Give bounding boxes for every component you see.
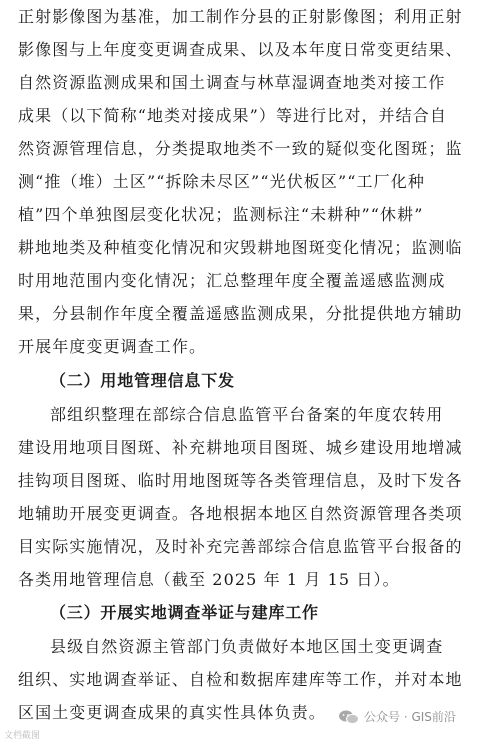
text-line: 影像图与上年度变更调查成果、以及本年度日常变更结果、 bbox=[18, 40, 463, 59]
text-line: 植”四个单独图层变化状况；监测标注“未耕种”“休耕” bbox=[18, 205, 424, 224]
text-line: 各类用地管理信息（截至 2025 年 1 月 15 日）。 bbox=[18, 570, 400, 589]
text-line: 目实际实施情况，及时补充完善部综合信息监管平台报备的 bbox=[18, 537, 463, 556]
text-line: 然资源管理信息，分类提取地类不一致的疑似变化图斑；监 bbox=[18, 139, 463, 158]
source-label: 公众号 · GIS前沿 bbox=[364, 710, 456, 724]
section-heading: （三）开展实地调查举证与建库工作 bbox=[50, 603, 319, 622]
text-line: 开展年度变更调查工作。 bbox=[18, 337, 207, 356]
text-line: 自然资源监测成果和国土调查与林草湿调查地类对接工作 bbox=[18, 73, 446, 92]
text-line: 测“推（堆）土区”“拆除未尽区”“光伏板区”“工厂化种 bbox=[18, 172, 425, 191]
wechat-icon bbox=[338, 709, 360, 725]
text-line: 时用地范围内变化情况；汇总整理年度全覆盖遥感监测成 bbox=[18, 271, 446, 290]
text-line: 区国土变更调查成果的真实性具体负责。 bbox=[18, 703, 326, 722]
text-line: 县级自然资源主管部门负责做好本地区国土变更调查 bbox=[50, 637, 444, 656]
corner-watermark: 文档截图 bbox=[4, 731, 41, 741]
text-line: 挂钩项目图斑、临时用地图斑等各类管理信息，及时下发各 bbox=[18, 471, 463, 490]
section-heading: （二）用地管理信息下发 bbox=[50, 371, 235, 390]
text-line: 果，分县制作年度全覆盖遥感监测成果，分批提供地方辅助 bbox=[18, 304, 463, 323]
text-line: 地辅助开展变更调查。各地根据本地区自然资源管理各类项 bbox=[18, 504, 463, 523]
text-line: 耕地地类及种植变化情况和灾毁耕地图斑变化情况；监测临 bbox=[18, 238, 463, 257]
text-line: 部组织整理在部综合信息监管平台备案的年度农转用 bbox=[50, 405, 444, 424]
text-line: 建设用地项目图斑、补充耕地项目图斑、城乡建设用地增减 bbox=[18, 438, 463, 457]
text-line: 组织、实地调查举证、自检和数据库建库等工作，并对本地 bbox=[18, 670, 463, 689]
text-line: 成果（以下简称“地类对接成果”）等进行比对，并结合自 bbox=[18, 106, 447, 125]
text-line: 正射影像图为基准，加工制作分县的正射影像图；利用正射 bbox=[18, 7, 463, 26]
source-watermark bbox=[338, 708, 456, 725]
